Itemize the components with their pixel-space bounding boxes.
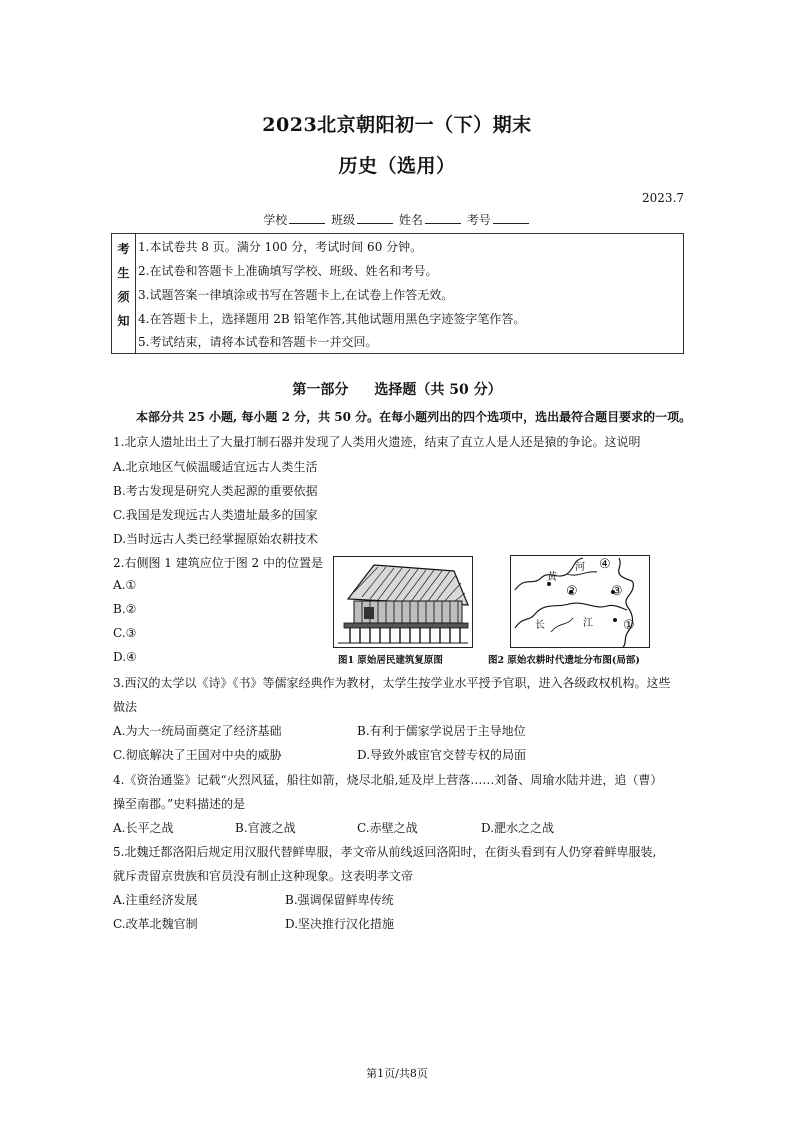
notice-rule: 5.考试结束，请将本试卷和答题卡一并交回。 xyxy=(138,335,378,349)
map-marker-1: ① xyxy=(623,618,635,633)
notice-heading xyxy=(112,234,136,353)
stilt-house-illustration xyxy=(334,557,472,647)
student-info-line xyxy=(0,211,794,228)
notice-heading-char: 知 xyxy=(117,314,130,328)
figure-2-map xyxy=(510,555,650,648)
question-4-stem-cont: 操至南郡。”史料描述的是 xyxy=(113,797,246,811)
map-marker-3: ③ xyxy=(611,584,623,599)
question-5-option-b: B.强调保留鲜卑传统 xyxy=(285,893,394,907)
exam-no-blank xyxy=(493,211,529,224)
question-4-option-c: C.赤壁之战 xyxy=(357,821,418,835)
question-4-option-a: A.长平之战 xyxy=(113,821,174,835)
map-label-huang: 黄 xyxy=(547,572,557,583)
question-4-stem: 4.《资治通鉴》记载“火烈风猛，船往如箭，烧尽北船,延及岸上营落……刘备、周瑜水陆并进，追（曹） xyxy=(113,773,663,787)
question-2-option-c: C.③ xyxy=(113,626,137,640)
question-1-option-b: B.考古发现是研究人类起源的重要依据 xyxy=(113,484,318,498)
exam-subtitle: 历史（选用） xyxy=(338,155,456,177)
question-3-stem-cont: 做法 xyxy=(113,700,138,714)
exam-no-label: 考号 xyxy=(466,213,491,227)
figure-2-caption: 图2 原始农耕时代遗址分布图(局部) xyxy=(488,655,640,666)
question-3-option-a: A.为大一统局面奠定了经济基础 xyxy=(113,724,282,738)
notice-heading-char: 考 xyxy=(117,242,130,256)
question-5-stem-cont: 就斥责留京贵族和官员没有制止这种现象。这表明孝文帝 xyxy=(113,869,414,883)
notice-heading-char: 须 xyxy=(117,290,130,304)
notice-heading-char: 生 xyxy=(117,266,130,280)
class-label: 班级 xyxy=(331,213,356,227)
question-2-stem: 2.右侧图 1 建筑应位于图 2 中的位置是 xyxy=(113,556,323,570)
question-1-option-c: C.我国是发现远古人类遗址最多的国家 xyxy=(113,508,318,522)
question-5-option-a: A.注重经济发展 xyxy=(113,893,198,907)
question-3-stem: 3.西汉的太学以《诗》《书》等儒家经典作为教材，太学生按学业水平授予官职，进入各级政权机构。这些 xyxy=(113,676,671,690)
section-name: 选择题（共 50 分） xyxy=(374,382,502,398)
name-label: 姓名 xyxy=(398,213,423,227)
question-3-option-c: C.彻底解决了王国对中央的威胁 xyxy=(113,748,282,762)
class-blank xyxy=(357,211,393,224)
question-5-option-d: D.坚决推行汉化措施 xyxy=(285,917,395,931)
question-1-option-a: A.北京地区气候温暖适宜远古人类生活 xyxy=(113,460,318,474)
exam-title: 2023北京朝阳初一（下）期末 xyxy=(262,114,532,136)
question-3-option-d: D.导致外戚宦官交替专权的局面 xyxy=(357,748,527,762)
notice-rule: 3.试题答案一律填涂或书写在答题卡上,在试卷上作答无效。 xyxy=(138,288,454,302)
figure-1-stilt-house xyxy=(333,556,473,648)
question-4-option-b: B.官渡之战 xyxy=(235,821,296,835)
question-1-stem: 1.北京人遗址出土了大量打制石器并发现了人类用火遗迹，结束了直立人是人还是猿的争论。这说明 xyxy=(113,435,641,449)
page-footer: 第1页/共8页 xyxy=(366,1067,428,1080)
exam-date: 2023.7 xyxy=(642,191,684,205)
school-blank xyxy=(289,211,325,224)
map-label-jiang: 江 xyxy=(583,618,593,629)
question-2-option-a: A.① xyxy=(113,578,137,592)
question-5-stem: 5.北魏迁都洛阳后规定用汉服代替鲜卑服，孝文帝从前线返回洛阳时，在街头看到有人仍穿着鲜卑服装, xyxy=(113,845,657,859)
map-label-river: 河 xyxy=(575,562,585,573)
question-4-option-d: D.淝水之之战 xyxy=(481,821,555,835)
map-marker-4: ④ xyxy=(599,557,611,572)
figure-1-caption: 图1 原始居民建筑复原图 xyxy=(338,655,443,666)
map-label-chang: 长 xyxy=(535,620,545,631)
name-blank xyxy=(425,211,461,224)
notice-rule: 1.本试卷共 8 页。满分 100 分，考试时间 60 分钟。 xyxy=(138,240,423,254)
map-marker-2: ② xyxy=(566,584,578,599)
question-1-option-d: D.当时远古人类已经掌握原始农耕技术 xyxy=(113,532,319,546)
notice-box xyxy=(111,233,684,354)
notice-rule: 4.在答题卡上，选择题用 2B 铅笔作答,其他试题用黑色字迹签字笔作答。 xyxy=(138,312,526,326)
notice-rule: 2.在试卷和答题卡上准确填写学校、班级、姓名和考号。 xyxy=(138,264,438,278)
section-instruction: 本部分共 25 小题, 每小题 2 分，共 50 分。在每小题列出的四个选项中，选出最符合题目要求的一项。 xyxy=(136,410,692,424)
question-2-option-b: B.② xyxy=(113,602,137,616)
question-5-option-c: C.改革北魏官制 xyxy=(113,917,198,931)
section-part: 第一部分 xyxy=(292,382,349,398)
question-2-option-d: D.④ xyxy=(113,650,137,664)
question-3-option-b: B.有利于儒家学说居于主导地位 xyxy=(357,724,526,738)
section-heading xyxy=(0,379,794,399)
school-label: 学校 xyxy=(263,213,288,227)
